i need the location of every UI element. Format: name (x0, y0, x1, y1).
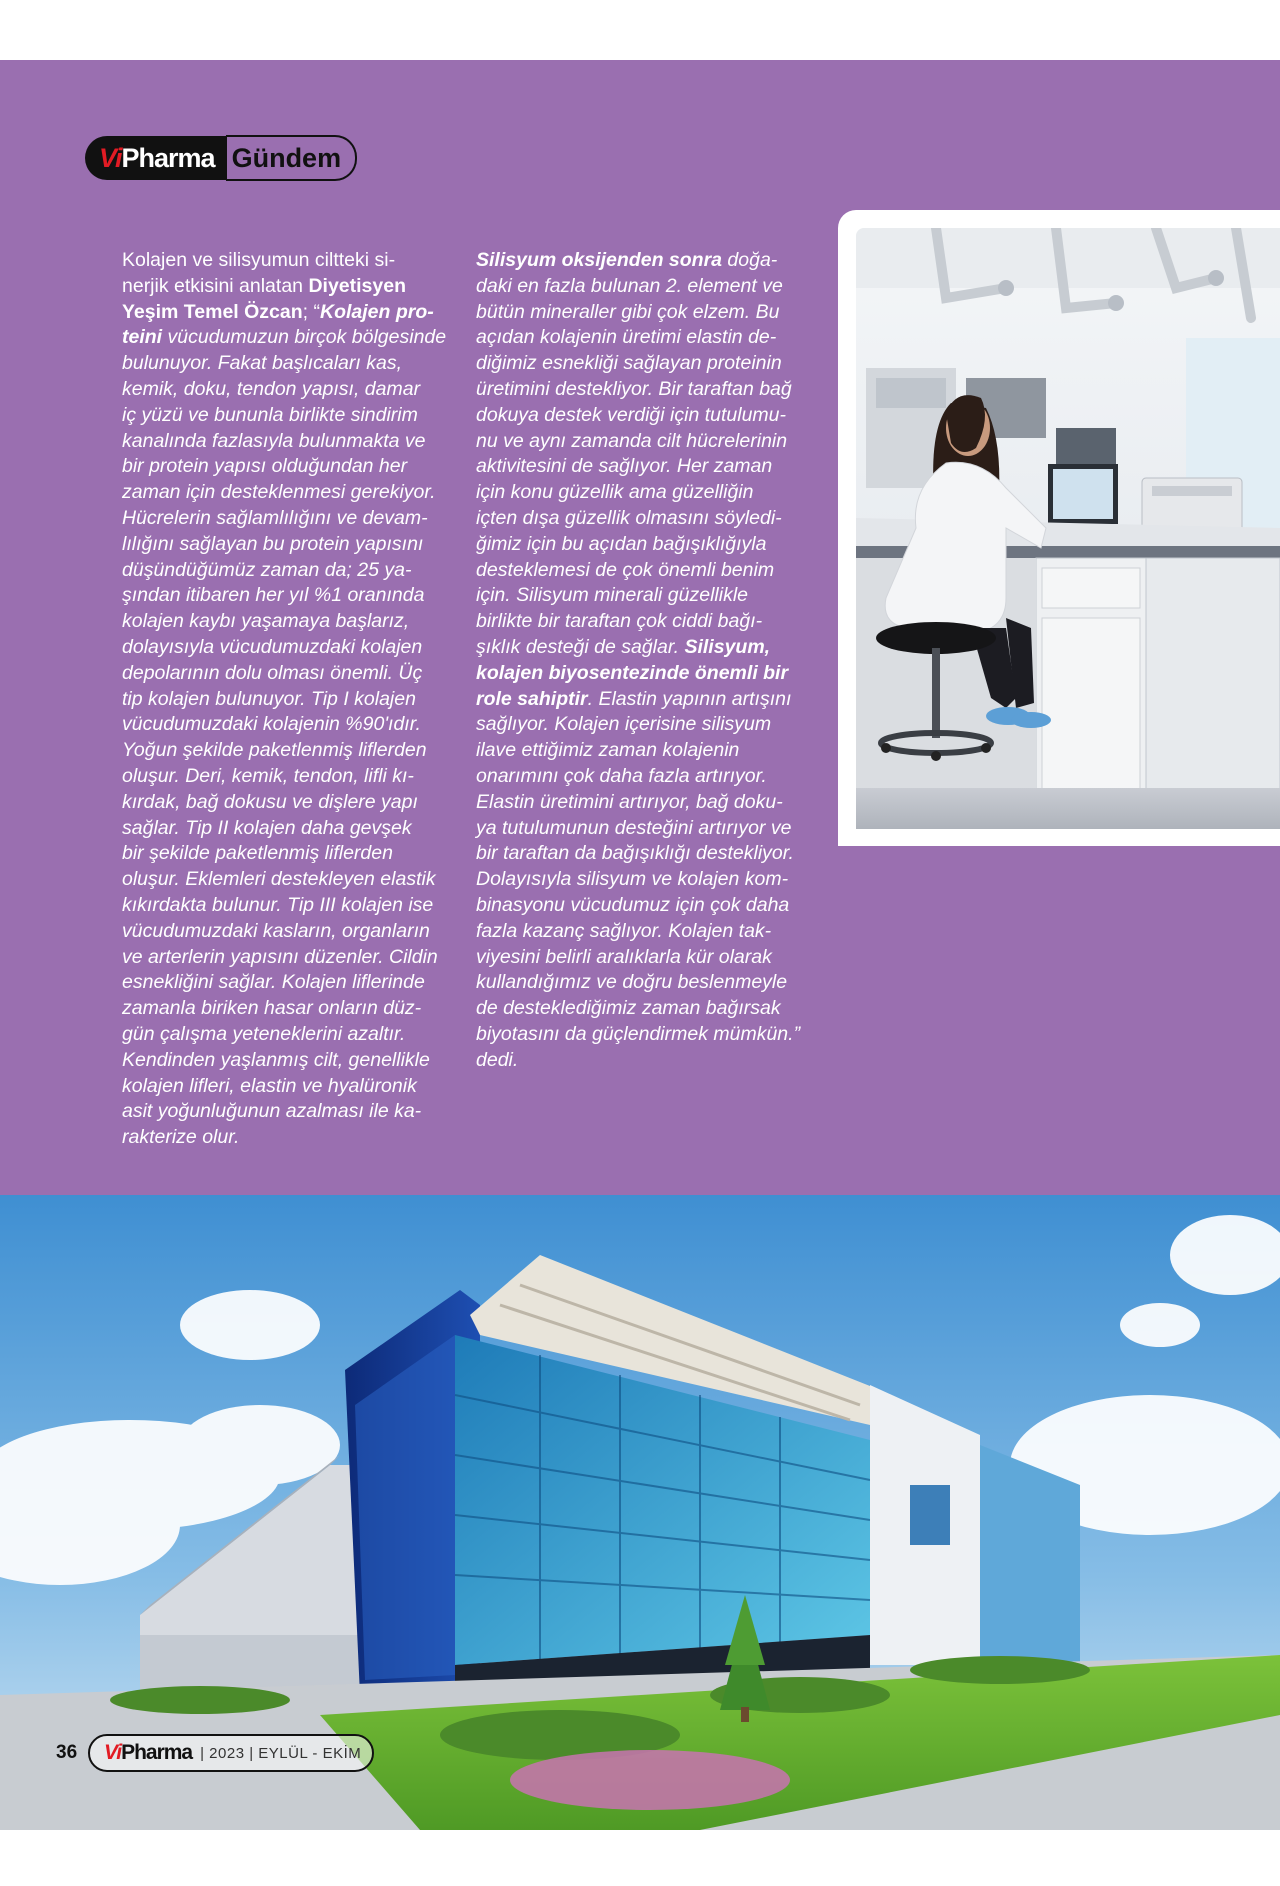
text-line (122, 558, 452, 584)
page-number: 36 (56, 1742, 78, 1763)
text-line (122, 403, 452, 429)
text-segment: vücudumuzun birçok bölgesinde (162, 326, 447, 349)
text-line (476, 687, 816, 713)
text-segment: Diyetisyen (308, 274, 406, 297)
text-line (122, 661, 452, 687)
text-line (122, 816, 452, 842)
text-segment: tip kolajen bulunuyor. Tip I kolajen (122, 687, 416, 710)
section-title: Gündem (226, 135, 358, 181)
text-segment: Kolajen ve silisyumun ciltteki si- (122, 249, 396, 271)
text-line (476, 1022, 816, 1048)
text-line (476, 919, 816, 945)
text-segment: için. Silisyum minerali güzellikle (476, 584, 749, 607)
text-segment: kemik, doku, tendon yapısı, damar (122, 377, 421, 400)
text-segment: vücudumuzdaki kasların, organların (122, 919, 430, 942)
text-line (476, 867, 816, 893)
text-segment: gün çalışma yeteneklerini azaltır. (122, 1022, 406, 1045)
text-segment: nu ve aynı zamanda cilt hücrelerinin (476, 429, 788, 452)
text-segment: Kolajen pro- (320, 300, 434, 323)
text-segment: Yoğun şekilde paketlenmiş liflerden (122, 739, 427, 762)
text-line (122, 274, 452, 300)
text-segment: iç yüzü ve bununla birlikte sindirim (122, 403, 418, 426)
text-segment: kolajen lifleri, elastin ve hyalüronik (122, 1074, 417, 1097)
text-segment: kırdak, bağ dokusu ve dişlere yapı (122, 790, 418, 813)
issue-date: | 2023 | EYLÜL - EKİM (200, 1744, 362, 1762)
text-segment: oluşur. Eklemleri destekleyen elastik (122, 868, 436, 891)
text-line (122, 377, 452, 403)
text-line (476, 635, 816, 661)
text-line (122, 454, 452, 480)
text-line (476, 506, 816, 532)
text-line (476, 790, 816, 816)
text-line (476, 351, 816, 377)
text-segment: bir taraftan da bağışıklığı destekliyor. (476, 842, 794, 865)
text-segment: sağlıyor. Kolajen içerisine silisyum (476, 713, 772, 736)
text-segment: de desteklediğimiz zaman bağırsak (476, 997, 781, 1020)
text-segment: fazla kazanç sağlıyor. Kolajen tak- (476, 919, 772, 942)
text-segment: dokuya destek verdiği için tutulumu- (476, 403, 786, 426)
text-line (476, 609, 816, 635)
text-line (122, 532, 452, 558)
text-segment: kullandığımız ve doğru beslenmeyle (476, 971, 788, 994)
text-segment: nerjik etkisini anlatan (122, 274, 309, 297)
bottom-margin (0, 1830, 1280, 1886)
text-segment: dedi. (476, 1048, 519, 1071)
article-column-middle (476, 248, 816, 1074)
text-line (476, 738, 816, 764)
text-line (476, 532, 816, 558)
text-line (122, 996, 452, 1022)
text-segment: içten dışa güzellik olmasını söyledi- (476, 506, 782, 529)
text-segment: bir şekilde paketlenmiş liflerden (122, 842, 393, 865)
text-segment: ; “ (302, 300, 320, 323)
text-line (122, 429, 452, 455)
text-segment: düşündüğümüz zaman da; 25 ya- (122, 558, 412, 581)
text-line (476, 274, 816, 300)
text-line (476, 583, 816, 609)
text-line (122, 919, 452, 945)
footer-brand-pharma: Pharma (121, 1741, 193, 1764)
brand-vip: Vi (99, 142, 122, 173)
text-line (122, 945, 452, 971)
text-line (122, 841, 452, 867)
text-line (476, 996, 816, 1022)
text-segment: Silisyum, (684, 635, 771, 658)
text-segment: Hücrelerin sağlamlılığını ve devam- (122, 506, 428, 529)
section-logo (85, 133, 357, 183)
text-line (122, 1022, 452, 1048)
text-segment: doğa- (722, 249, 778, 271)
text-line (476, 377, 816, 403)
text-line (122, 738, 452, 764)
text-segment: kolajen biyosentezinde önemli bir (476, 661, 789, 684)
text-segment: ve arterlerin yapısını düzenler. Cildin (122, 945, 438, 968)
text-segment: . Elastin yapının artışını (587, 687, 792, 710)
text-segment: Yeşim Temel Özcan (122, 300, 303, 323)
text-line (476, 248, 816, 274)
footer-brand-vip: Vi (104, 1741, 122, 1764)
text-line (122, 790, 452, 816)
text-segment: asit yoğunluğunun azalması ile ka- (122, 1100, 422, 1123)
text-segment: birlikte bir taraftan çok ciddi bağı- (476, 610, 763, 633)
text-segment: dolayısıyla vücudumuzdaki kolajen (122, 635, 423, 658)
text-segment: oluşur. Deri, kemik, tendon, lifli kı- (122, 764, 414, 787)
text-segment: viyesini belirli aralıklarla kür olarak (476, 945, 772, 968)
text-line (122, 687, 452, 713)
text-line (122, 325, 452, 351)
text-line (476, 1048, 816, 1074)
text-line (476, 454, 816, 480)
footer-logo (104, 1741, 192, 1765)
text-line (476, 970, 816, 996)
text-line (476, 558, 816, 584)
text-segment: kanalında fazlasıyla bulunmakta ve (122, 429, 426, 452)
text-segment: desteklemesi de çok önemli benim (476, 558, 775, 581)
text-line (476, 403, 816, 429)
laboratory-photo (856, 228, 1280, 829)
text-line (122, 351, 452, 377)
text-segment: Dolayısıyla silisyum ve kolajen kom- (476, 868, 789, 891)
text-segment: Silisyum oksijenden sonra (476, 249, 722, 271)
text-segment: bütün mineraller gibi çok elzem. Bu (476, 300, 780, 323)
text-segment: açıdan kolajenin üretimi elastin de- (476, 326, 777, 349)
text-segment: için konu güzellik ama güzelliğin (476, 481, 754, 504)
text-segment: depolarının dolu olması önemli. Üç (122, 661, 423, 684)
text-segment: binasyonu vücudumuz için çok daha (476, 893, 790, 916)
text-segment: esnekliğini sağlar. Kolajen liflerinde (122, 971, 425, 994)
text-line (476, 300, 816, 326)
text-line (122, 970, 452, 996)
text-line (122, 248, 452, 274)
article-column-left (122, 248, 452, 1151)
footer-brand-bar (88, 1734, 374, 1772)
text-line (122, 506, 452, 532)
text-line (122, 583, 452, 609)
text-segment: şıklık desteği de sağlar. (476, 635, 685, 658)
text-segment: Kendinden yaşlanmış cilt, genellikle (122, 1048, 430, 1071)
text-line (122, 609, 452, 635)
text-segment: daki en fazla bulunan 2. element ve (476, 274, 783, 297)
text-segment: ya tutulumunun desteğini artırıyor ve (476, 816, 792, 839)
text-segment: sağlar. Tip II kolajen daha gevşek (122, 816, 412, 839)
text-segment: vücudumuzdaki kolajenin %90'ıdır. (122, 713, 421, 736)
text-line (122, 1074, 452, 1100)
text-line (476, 480, 816, 506)
text-line (122, 300, 452, 326)
text-segment: onarımını çok daha fazla artırıyor. (476, 764, 767, 787)
text-line (122, 635, 452, 661)
text-segment: rakterize olur. (122, 1126, 240, 1149)
text-segment: şından itibaren her yıl %1 oranında (122, 584, 425, 607)
brand-logo (85, 136, 227, 180)
text-line (476, 816, 816, 842)
text-segment: role sahiptir (476, 687, 588, 710)
text-segment: ğimiz için bu açıdan bağışıklığıyla (476, 532, 767, 555)
text-line (122, 764, 452, 790)
top-margin (0, 0, 1280, 60)
text-segment: zaman için desteklenmesi gerekiyor. (122, 481, 436, 504)
text-line (122, 1099, 452, 1125)
text-segment: kıkırdakta bulunur. Tip III kolajen ise (122, 893, 434, 916)
text-line (122, 867, 452, 893)
text-segment: teini (122, 326, 163, 349)
text-line (476, 325, 816, 351)
text-line (476, 841, 816, 867)
text-line (476, 764, 816, 790)
text-segment: kolajen kaybı yaşamaya başlarız, (122, 610, 410, 633)
text-line (122, 480, 452, 506)
text-line (476, 945, 816, 971)
text-line (476, 712, 816, 738)
text-line (122, 712, 452, 738)
text-line (122, 893, 452, 919)
text-segment: üretimini destekliyor. Bir taraftan bağ (476, 377, 792, 400)
text-line (476, 893, 816, 919)
text-segment: ilave ettiğimiz zaman kolajenin (476, 739, 740, 762)
text-line (476, 661, 816, 687)
text-segment: bir protein yapısı olduğundan her (122, 455, 408, 478)
text-line (476, 429, 816, 455)
text-segment: biyotasını da güçlendirmek mümkün.” (476, 1022, 801, 1045)
brand-pharma: Pharma (121, 142, 215, 173)
text-segment: bulunuyor. Fakat başlıcaları kas, (122, 352, 402, 375)
text-line (122, 1048, 452, 1074)
text-segment: Elastin üretimini artırıyor, bağ doku- (476, 790, 783, 813)
text-segment: zamanla biriken hasar onların düz- (122, 997, 422, 1020)
text-line (122, 1125, 452, 1151)
text-segment: lılığını sağlayan bu protein yapısını (122, 532, 424, 555)
text-segment: aktivitesini de sağlıyor. Her zaman (476, 455, 773, 478)
text-segment: diğimiz esnekliği sağlayan proteinin (476, 352, 782, 375)
